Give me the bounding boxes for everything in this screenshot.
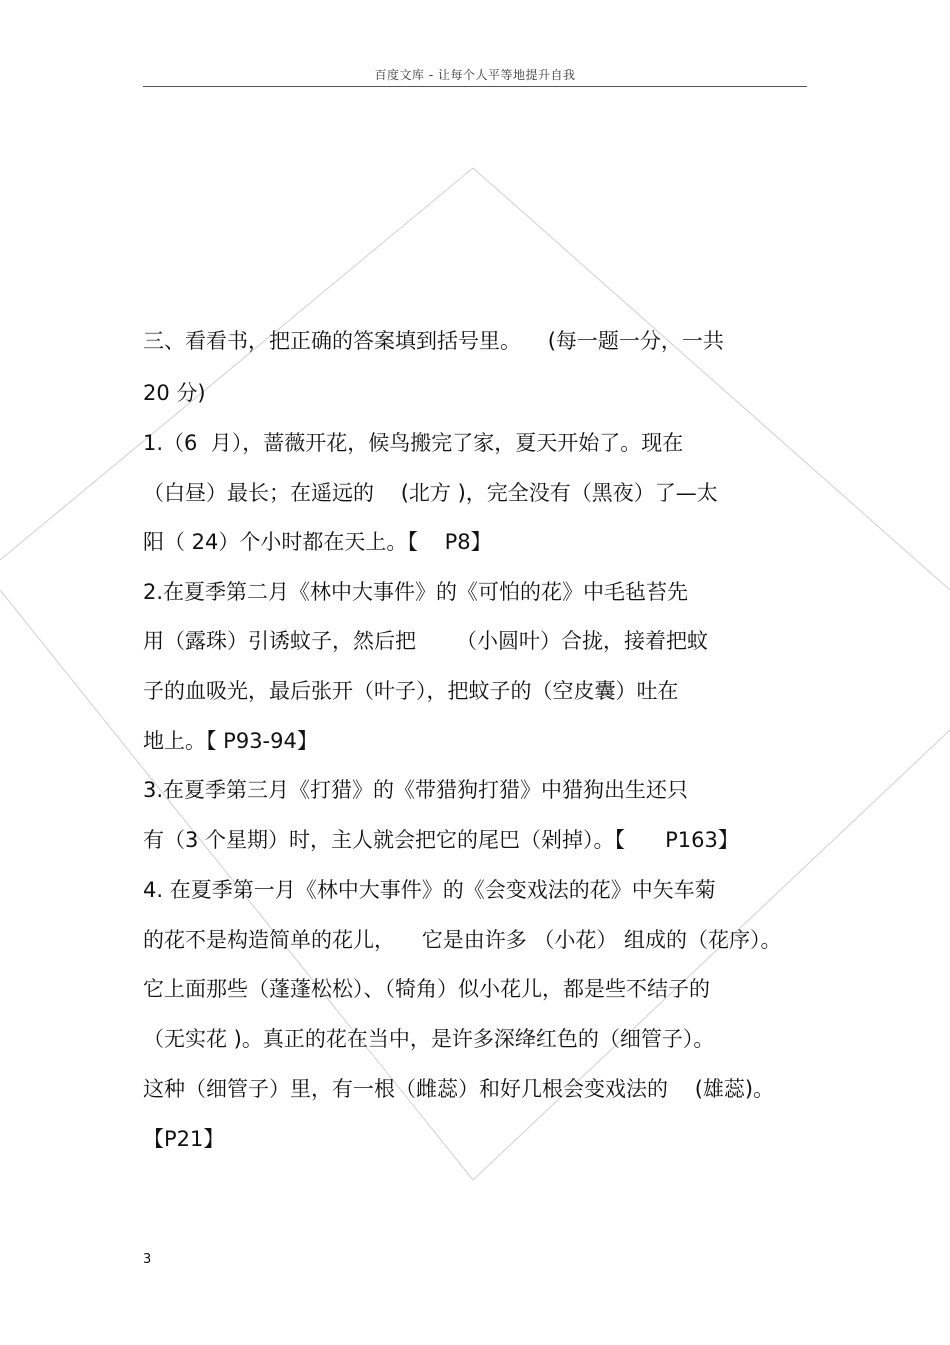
question-2-line-4: 地上。【 P93-94】 (143, 729, 318, 753)
question-4-line-2: 的花不是构造简单的花儿， 它是由许多 （小花） 组成的（花序）。 (143, 928, 782, 952)
question-4-line-1: 4. 在夏季第一月《林中大事件》的《会变戏法的花》中矢车菊 (143, 878, 716, 902)
question-2-line-1: 2.在夏季第二月《林中大事件》的《可怕的花》中毛毡苔先 (143, 580, 689, 604)
question-4-line-3: 它上面那些（蓬蓬松松）、（犄角）似小花儿，都是些不结子的 (143, 977, 710, 1001)
question-2-line-3: 子的血吸光，最后张开（叶子），把蚊子的（空皮囊）吐在 (143, 679, 679, 703)
question-4-line-6: 【P21】 (143, 1127, 225, 1151)
page-number: 3 (143, 1252, 152, 1267)
question-1-line-3: 阳（ 24）个小时都在天上。【 P8】 (143, 530, 492, 554)
question-2-line-2: 用（露珠）引诱蚊子，然后把 （小圆叶）合拢，接着把蚊 (143, 629, 709, 653)
question-3-line-1: 3.在夏季第三月《打猎》的《带猎狗打猎》中猎狗出生还只 (143, 778, 689, 802)
header-rule (143, 86, 807, 87)
question-4-line-4: （无实花 )。真正的花在当中，是许多深绛红色的（细管子）。 (143, 1027, 715, 1051)
question-section-title-cont: 20 分) (143, 381, 206, 405)
question-1-line-2: （白昼）最长；在遥远的 (北方 )，完全没有（黑夜）了—太 (143, 481, 718, 505)
question-1-line-1: 1.（6 月），蔷薇开花，候鸟搬完了家，夏天开始了。现在 (143, 431, 684, 455)
page-header: 百度文库 - 让每个人平等地提升自我 (374, 68, 576, 82)
question-4-line-5: 这种（细管子）里，有一根（雌蕊）和好几根会变戏法的 (雄蕊)。 (143, 1077, 775, 1101)
question-section-title: 三、看看书，把正确的答案填到括号里。 (每一题一分，一共 (143, 329, 724, 353)
question-3-line-2: 有（3 个星期）时，主人就会把它的尾巴（剁掉）。【 P163】 (143, 828, 739, 852)
